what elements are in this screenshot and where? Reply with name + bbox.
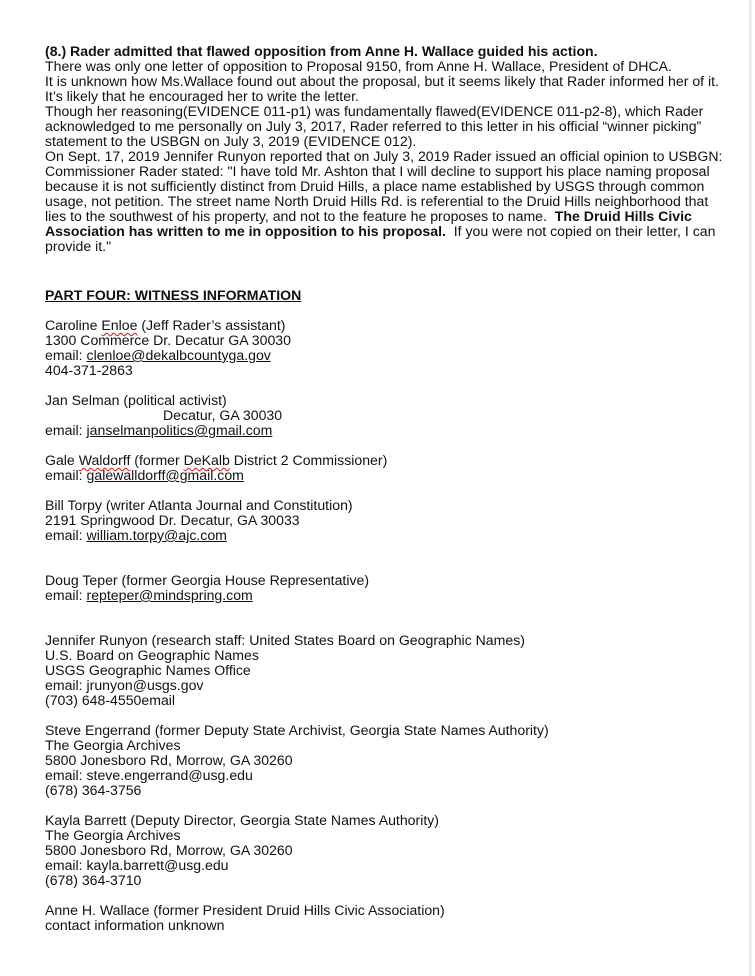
- quote-bold-text: Association has written to me in opposition to his proposal.: [45, 223, 446, 239]
- witness-phone: 404-371-2863: [45, 362, 133, 378]
- witness-name-text: District 2 Commissioner): [229, 452, 388, 468]
- paragraph-line: There was only one letter of opposition to Proposal 9150, from Anne H. Wallace, President of DHCA.: [45, 58, 672, 74]
- spellcheck-word: Enloe: [101, 317, 138, 333]
- witness-organization: U.S. Board on Geographic Names: [45, 647, 259, 663]
- paragraph-line: [45, 224, 725, 239]
- witness-email: email: jrunyon@usgs.gov: [45, 677, 204, 693]
- witness-name: Jan Selman (political activist): [45, 392, 227, 408]
- email-label: email:: [45, 347, 87, 363]
- paragraph-line: On Sept. 17, 2019 Jennifer Runyon reported that on July 3, 2019 Rader issued an official opinion to USBGN:: [45, 148, 723, 164]
- email-link[interactable]: galewalldorff@gmail.com: [86, 467, 244, 483]
- witness-name: [45, 453, 725, 468]
- witness-address: 1300 Commerce Dr. Decatur GA 30030: [45, 332, 291, 348]
- witness-name-text: Gale: [45, 452, 79, 468]
- witness-address: 2191 Springwood Dr. Decatur, GA 30033: [45, 512, 300, 528]
- witness-email: email: steve.engerrand@usg.edu: [45, 767, 253, 783]
- witness-phone: (678) 364-3710: [45, 872, 142, 888]
- email-link[interactable]: repteper@mindspring.com: [86, 587, 253, 603]
- witness-name: Bill Torpy (writer Atlanta Journal and Constitution): [45, 497, 353, 513]
- witness-email-line: [45, 423, 725, 438]
- page-edge: [749, 0, 752, 976]
- witness-email-line: [45, 528, 725, 543]
- spacer: [45, 483, 725, 498]
- quote-bold-text: The Druid Hills Civic: [554, 208, 692, 224]
- spellcheck-word: DeKalb: [183, 452, 230, 468]
- paragraph-line: Commissioner Rader stated: "I have told Mr. Ashton that I will decline to support his place naming proposal: [45, 163, 710, 179]
- paragraph-line: It’s likely that he encouraged her to write the letter.: [45, 88, 359, 104]
- email-label: email:: [45, 527, 87, 543]
- witness-email-line: [45, 348, 725, 363]
- witness-phone: (678) 364-3756: [45, 782, 142, 798]
- spacer: [45, 888, 725, 903]
- witness-address: 5800 Jonesboro Rd, Morrow, GA 30260: [45, 752, 293, 768]
- spacer: [45, 543, 725, 573]
- quote-text: If you were not copied on their letter, I can: [453, 223, 716, 239]
- spacer: [45, 378, 725, 393]
- witness-contact: contact information unknown: [45, 917, 225, 933]
- spacer: [45, 303, 725, 318]
- witness-name: [45, 318, 725, 333]
- email-label: email:: [45, 587, 87, 603]
- witness-name-text: (Jeff Rader’s assistant): [137, 317, 286, 333]
- witness-address: Decatur, GA 30030: [163, 407, 283, 423]
- document-body: [45, 44, 725, 933]
- witness-email-line: [45, 468, 725, 483]
- paragraph-line: because it is not sufficiently distinct from Druid Hills, a place name established by USGS through common: [45, 178, 705, 194]
- spacer: [45, 254, 725, 284]
- email-link[interactable]: william.torpy@ajc.com: [86, 527, 227, 543]
- witness-organization: The Georgia Archives: [45, 737, 181, 753]
- spacer: [45, 603, 725, 633]
- spacer: [45, 708, 725, 723]
- email-label: email:: [45, 467, 87, 483]
- email-label: email:: [45, 422, 87, 438]
- paragraph-line: statement to the USBGN on July 3, 2019 (EVIDENCE 012).: [45, 133, 417, 149]
- paragraph-line: Though her reasoning(EVIDENCE 011-p1) was fundamentally flawed(EVIDENCE 011-p2-8), which Rader: [45, 103, 704, 119]
- spellcheck-word: Waldorff: [78, 452, 131, 468]
- quote-text: lies to the southwest of his property, and not to the feature he proposes to name.: [45, 208, 547, 224]
- paragraph-line: provide it.": [45, 238, 112, 254]
- witness-organization: USGS Geographic Names Office: [45, 662, 251, 678]
- section-8-title: (8.) Rader admitted that flawed opposition from Anne H. Wallace guided his action.: [45, 43, 598, 59]
- witness-name: Doug Teper (former Georgia House Representative): [45, 572, 370, 588]
- spacer: [45, 438, 725, 453]
- witness-email-line: [45, 588, 725, 603]
- witness-email: email: kayla.barrett@usg.edu: [45, 857, 229, 873]
- witness-name: Kayla Barrett (Deputy Director, Georgia State Names Authority): [45, 812, 440, 828]
- email-link[interactable]: janselmanpolitics@gmail.com: [86, 422, 273, 438]
- witness-phone: (703) 648-4550email: [45, 692, 176, 708]
- witness-name-text: (former: [130, 452, 184, 468]
- paragraph-line: acknowledged to me personally on July 3, 2017, Rader referred to this letter in his official “winner picking”: [45, 118, 702, 134]
- witness-name: Jennifer Runyon (research staff: United States Board on Geographic Names): [45, 632, 525, 648]
- email-link[interactable]: clenloe@dekalbcountyga.gov: [86, 347, 271, 363]
- witness-name: Anne H. Wallace (former President Druid Hills Civic Association): [45, 902, 445, 918]
- paragraph-line: It is unknown how Ms.Wallace found out about the proposal, but it seems likely that Rader informed her of it.: [45, 73, 719, 89]
- witness-name-text: Caroline: [45, 317, 102, 333]
- paragraph-line: usage, not petition. The street name North Druid Hills Rd. is referential to the Druid Hills neighborhood that: [45, 193, 709, 209]
- part-four-heading: PART FOUR: WITNESS INFORMATION: [45, 287, 302, 303]
- witness-name: Steve Engerrand (former Deputy State Archivist, Georgia State Names Authority): [45, 722, 549, 738]
- witness-organization: The Georgia Archives: [45, 827, 181, 843]
- witness-address: 5800 Jonesboro Rd, Morrow, GA 30260: [45, 842, 293, 858]
- paragraph-line: [45, 209, 725, 224]
- spacer: [45, 798, 725, 813]
